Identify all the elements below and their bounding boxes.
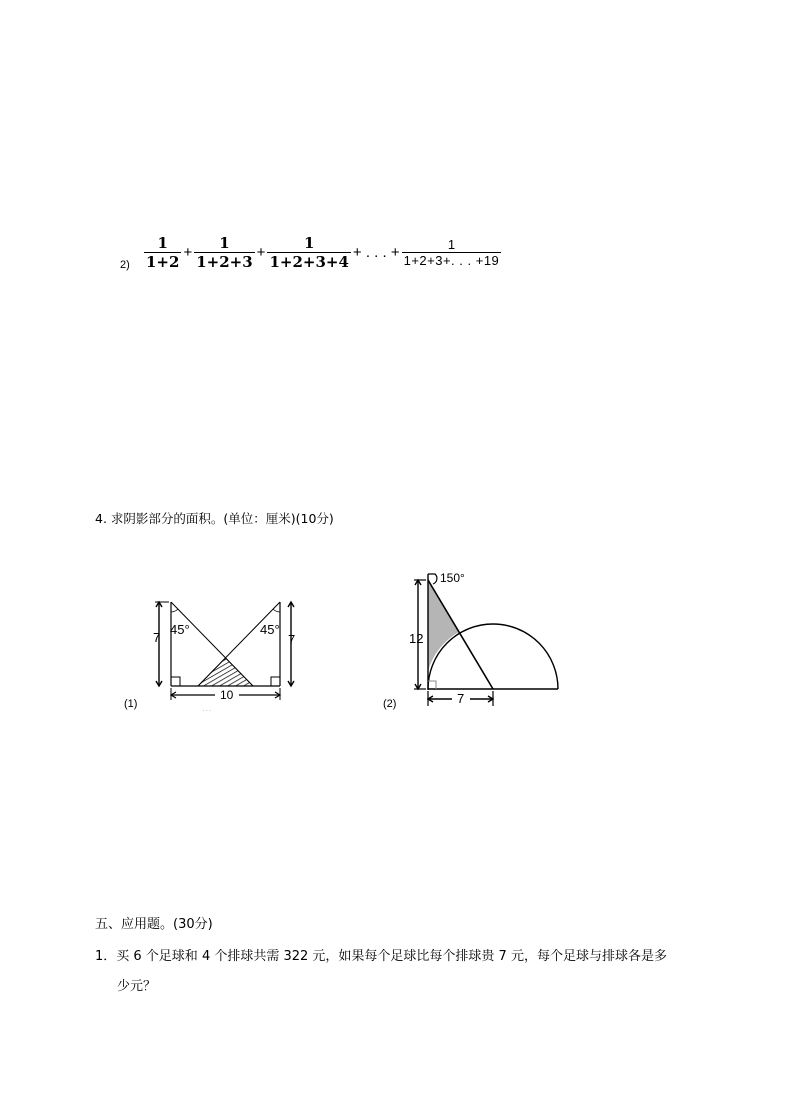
figure-1-angle-right: 45° — [260, 622, 280, 637]
fraction-last-term — [402, 237, 502, 268]
expression-problem-2 — [120, 230, 540, 278]
ellipsis: + . . . + — [352, 243, 400, 261]
section-4-title: 4. 求阴影部分的面积。(单位：厘米)(10分) — [95, 511, 334, 526]
section-5-title: 五、应用题。(30分) — [95, 917, 213, 932]
svg-text:· · ·: · · · — [203, 708, 211, 714]
fraction-numerator: 1 — [303, 233, 315, 252]
fraction-term-2 — [194, 234, 254, 271]
plus-sign: + — [183, 243, 193, 261]
figure-2-diagram — [400, 560, 570, 710]
figure-1-angle-left: 45° — [170, 622, 190, 637]
fraction-numerator: 1 — [447, 236, 456, 252]
fraction-term-3 — [267, 234, 350, 271]
figure-2-label: (2) — [383, 698, 397, 710]
fraction-term-1 — [144, 234, 181, 271]
figure-2-angle: 150° — [440, 571, 465, 585]
figure-1-label: (1) — [124, 698, 138, 710]
fraction-denominator: 1+2+3 — [196, 252, 253, 271]
question-1-text: 1．买 6 个足球和 4 个排球共需 322 元，如果每个足球比每个排球贵 7 元，每个足球与排球各是多 — [95, 949, 667, 964]
fraction-denominator: 1+2 — [146, 252, 180, 271]
figure-1-base: 10 — [220, 688, 234, 702]
problem-label: 2) — [120, 259, 130, 271]
figure-2-base: 7 — [457, 691, 465, 706]
figure-1-height-left: 7 — [153, 630, 161, 645]
fraction-denominator: 1+2+3+4 — [269, 252, 349, 271]
fraction-denominator: 1+2+3+. . . +19 — [403, 252, 500, 268]
figure-1-height-right: 7 — [288, 632, 296, 647]
fraction-numerator: 1 — [219, 233, 230, 252]
plus-sign: + — [256, 243, 266, 261]
fraction-numerator: 1 — [157, 233, 168, 252]
question-1-text-continued: 少元？ — [117, 979, 157, 994]
figure-2-height: 12 — [409, 631, 424, 646]
